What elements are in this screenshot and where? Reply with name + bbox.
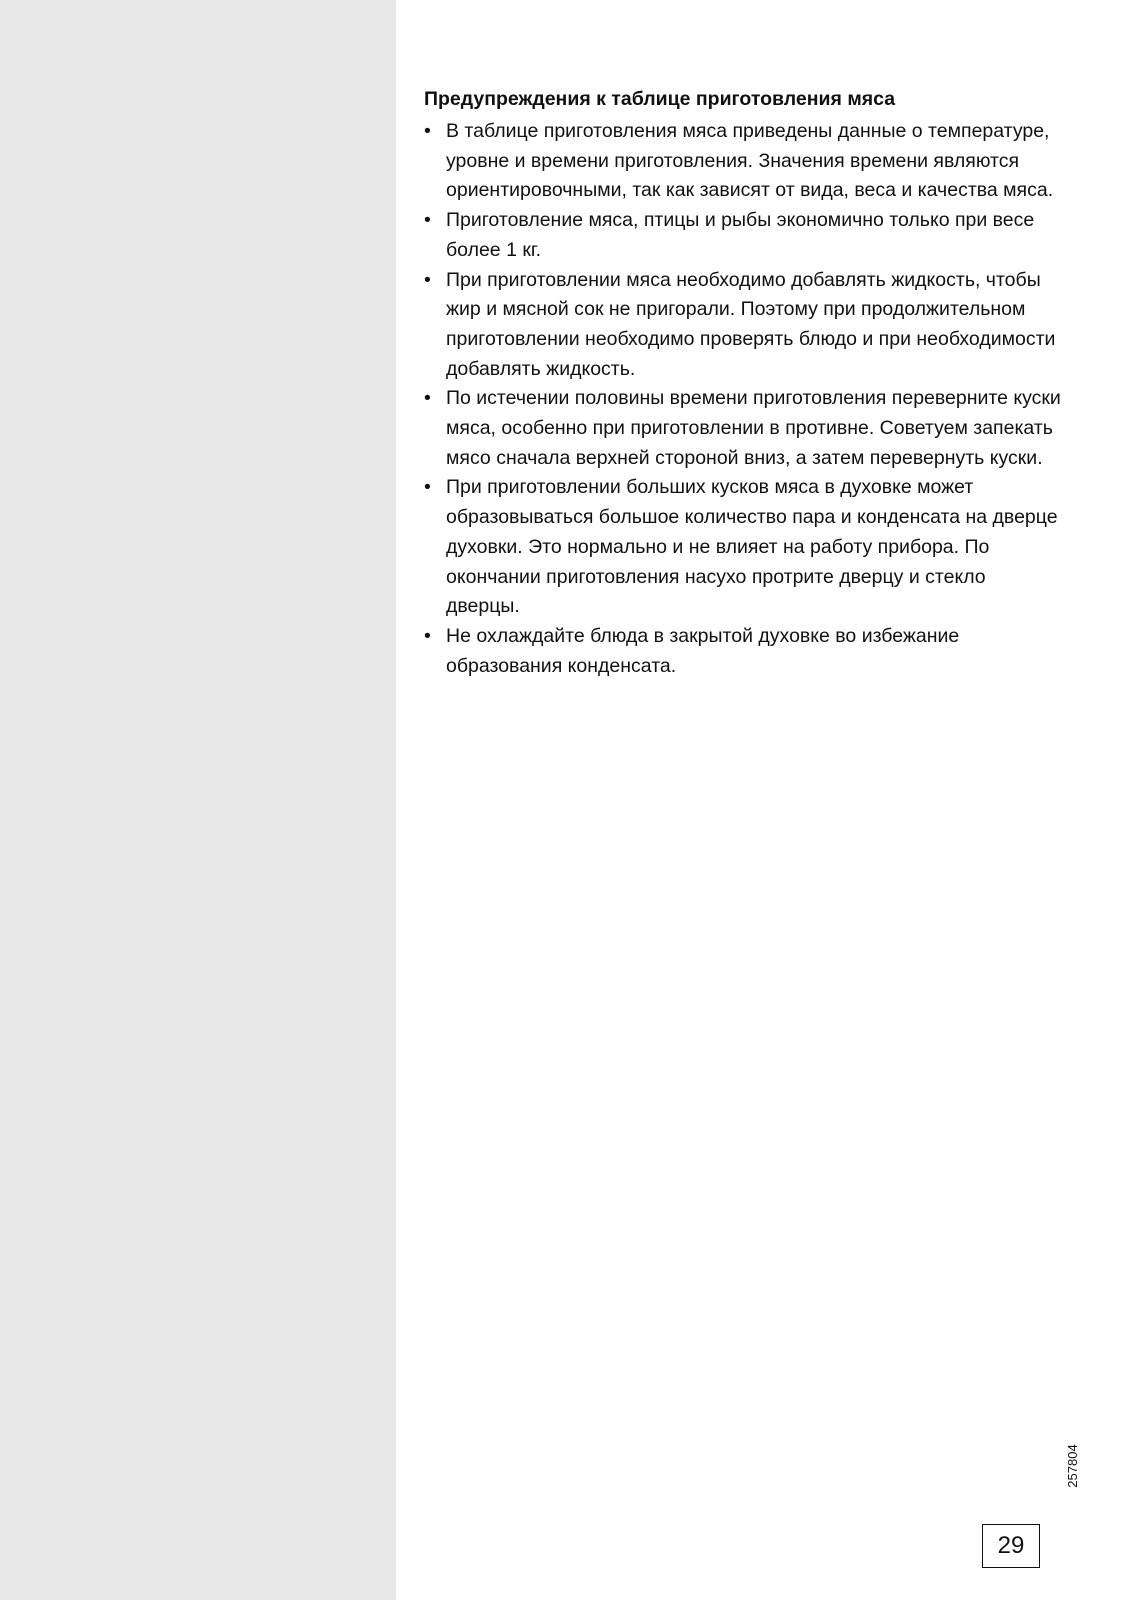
list-item	[424, 384, 1064, 473]
bullet-icon: •	[424, 387, 431, 410]
bullet-icon: •	[424, 624, 431, 647]
left-margin-band	[0, 0, 396, 1600]
list-item-text: При приготовлении больших кусков мяса в духовке может образовываться большое количество пара и конденсата на дверце духовки. Это нормально и не влияет на работу прибора. По окончании приготовления насухо протрите дверцу и стекло дверцы.	[446, 476, 1058, 618]
list-item	[424, 622, 1064, 681]
list-item-text: При приготовлении мяса необходимо добавлять жидкость, чтобы жир и мясной сок не пригорали. Поэтому при продолжительном приготовлении необходимо проверять блюдо и при необходимости добавлять жидкость.	[446, 268, 1056, 380]
list-item	[424, 206, 1064, 265]
list-item	[424, 117, 1064, 206]
bullet-icon: •	[424, 120, 431, 142]
bullet-icon: •	[424, 476, 431, 499]
list-item	[424, 473, 1064, 622]
section-heading: Предупреждения к таблице приготовления мяса	[424, 88, 896, 110]
page-number: 29	[982, 1524, 1040, 1568]
list-item-text: В таблице приготовления мяса приведены данные о температуре, уровне и времени приготовления. Значения времени являются ориентировочными, так как зависят от вида, веса и качества мяса.	[446, 120, 1054, 202]
warnings-list	[424, 117, 1064, 681]
list-item-text: Не охлаждайте блюда в закрытой духовке во избежание образования конденсата.	[446, 624, 960, 677]
document-code: 257804	[1065, 1444, 1080, 1488]
list-item-text: Приготовление мяса, птицы и рыбы экономично только при весе более 1 кг.	[446, 209, 1035, 261]
meat-warnings-section	[424, 86, 1064, 681]
bullet-icon: •	[424, 268, 431, 291]
bullet-icon: •	[424, 209, 431, 232]
list-item	[424, 266, 1064, 385]
list-item-text: По истечении половины времени приготовления переверните куски мяса, особенно при приготовлении в противне. Советуем запекать мясо сначала верхней стороной вниз, а затем перевернуть куски.	[446, 387, 1061, 469]
